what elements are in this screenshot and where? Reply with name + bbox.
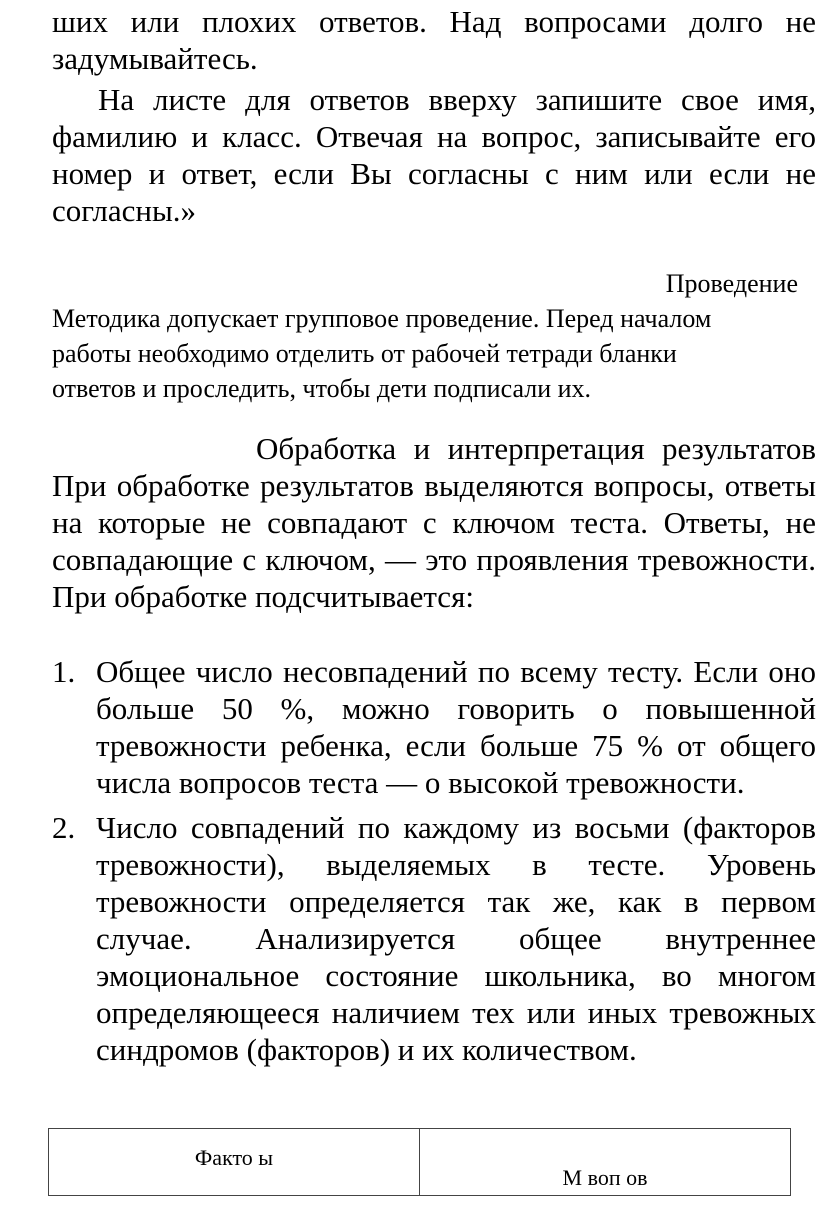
table-header-factors: Факто ы — [49, 1129, 420, 1196]
document-page — [52, 0, 816, 1076]
factors-table — [48, 1128, 791, 1196]
list-item-text: Число совпадений по каждому из восьми (факторов тревожности), выделяемых в тесте. Уровень тревожности определяется так же, как в первом случае. Анализируется общее внутреннее эмоциональное состояние школьника, во многом определяющееся наличием тех или иных тревожных синдромов (факторов) и их количеством. — [96, 810, 816, 1067]
heading-conduct: Проведение — [665, 269, 798, 298]
table-header-questions: М воп ов — [420, 1129, 791, 1196]
factors-table-wrapper — [48, 1128, 791, 1196]
list-item — [52, 653, 816, 801]
table-row — [49, 1129, 791, 1196]
list-item-text: Общее число несовпадений по всему тесту. Если оно больше 50 %, можно говорить о повышенной тревожности ребенка, если больше 75 % от общего числа вопросов теста — о высокой тревожности. — [96, 654, 816, 800]
processing-list — [52, 653, 816, 1068]
paragraph-answer-sheet: На листе для ответов вверху запишите свое имя, фамилию и класс. Отвечая на вопрос, записывайте его номер и ответ, если Вы согласны с ним или если не согласны.» — [52, 82, 816, 228]
paragraph-processing: Обработка и интерпретация результатов При обработке результатов выделяются вопросы, ответы на которые не совпадают с ключом теста. Ответы, не совпадающие с ключом, — это проявления тревожности. При обработке подсчитывается: — [52, 431, 816, 614]
list-item-number: 2. — [52, 810, 76, 845]
list-item-number: 1. — [52, 654, 76, 689]
paragraph-conduct: Методика допускает групповое проведение. Перед началом работы необходимо отделить от рабочей тетради бланки ответов и проследить, чтобы дети подписали их. — [52, 304, 712, 403]
list-item — [52, 809, 816, 1068]
paragraph-instructions-end: ших или плохих ответов. Над вопросами долго не задумывайтесь. — [52, 4, 816, 76]
